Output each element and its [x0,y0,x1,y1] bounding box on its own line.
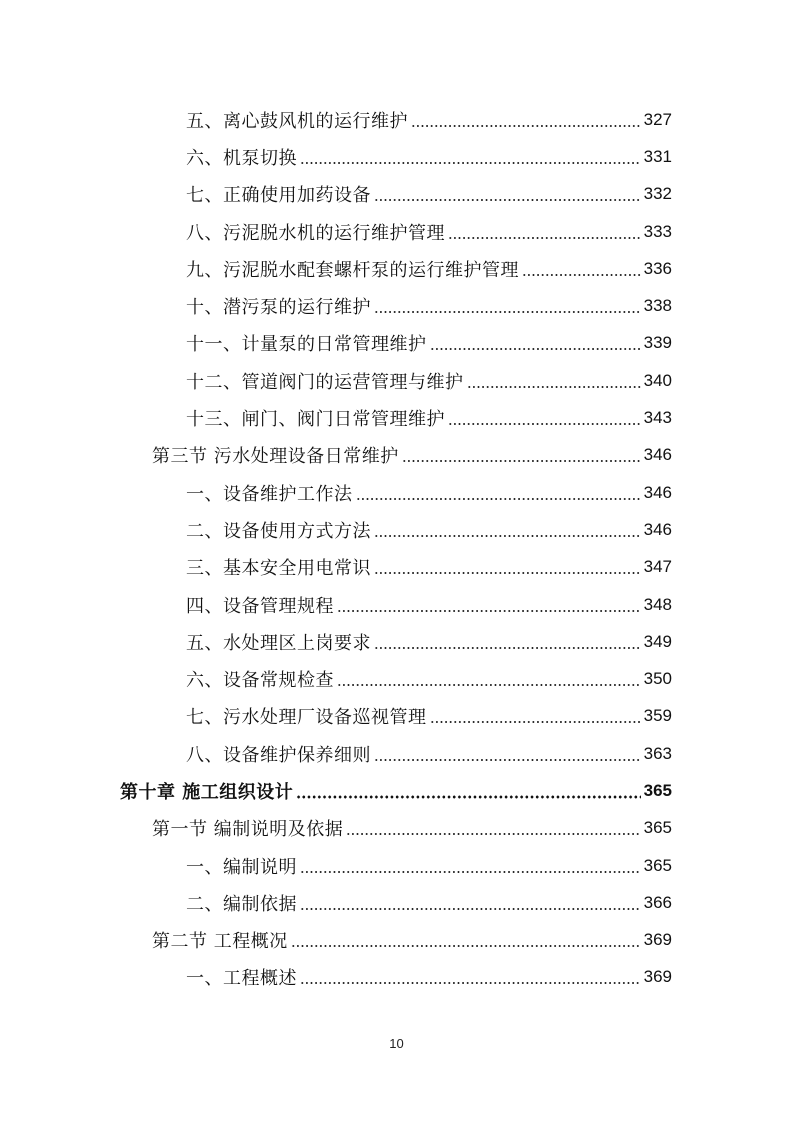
toc-item-entry[interactable] [0,959,793,996]
toc-item-entry[interactable] [0,735,793,772]
toc-entry-page-number: 336 [643,258,672,278]
toc-dot-leader [356,484,641,502]
toc-entry-title: 六、设备常规检查 [186,670,334,692]
toc-entry-page-number: 346 [643,482,672,502]
toc-entry-title: 十三、闸门、阀门日常管理维护 [186,409,445,431]
toc-section-entry[interactable] [0,437,793,474]
toc-section-entry[interactable] [0,810,793,847]
toc-entry-page-number: 349 [643,631,672,651]
toc-entry-page-number: 343 [643,408,672,428]
toc-item-entry[interactable] [0,660,793,697]
toc-dot-leader [522,260,641,278]
toc-entry-page-number: 369 [643,967,672,987]
toc-dot-leader [374,558,641,576]
toc-entry-page-number: 331 [643,146,672,166]
toc-entry-page-number: 363 [643,743,672,763]
toc-entry-title: 七、污水处理厂设备巡视管理 [186,707,427,729]
toc-entry-page-number: 327 [643,109,672,129]
toc-item-entry[interactable] [0,698,793,735]
toc-entry-title: 八、污泥脱水机的运行维护管理 [186,222,445,244]
toc-entry-title: 四、设备管理规程 [186,595,334,617]
toc-entry-title: 十一、计量泵的日常管理维护 [186,334,427,356]
toc-dot-leader [300,148,641,166]
toc-item-entry[interactable] [0,847,793,884]
toc-item-entry[interactable] [0,176,793,213]
toc-dot-leader [374,745,641,763]
toc-dot-leader [296,782,640,800]
toc-item-entry[interactable] [0,511,793,548]
toc-item-entry[interactable] [0,399,793,436]
toc-dot-leader [430,334,641,352]
toc-entry-title: 二、编制依据 [186,893,297,915]
toc-entry-page-number: 346 [643,445,672,465]
toc-dot-leader [300,894,641,912]
toc-item-entry[interactable] [0,325,793,362]
toc-entry-page-number: 369 [643,930,672,950]
toc-dot-leader [374,297,641,315]
toc-entry-page-number: 365 [643,780,672,800]
toc-entry-page-number: 338 [643,296,672,316]
toc-entry-title: 第十章 施工组织设计 [120,781,294,803]
toc-dot-leader [300,968,641,986]
toc-entry-title: 五、离心鼓风机的运行维护 [186,110,408,132]
toc-entry-title: 第二节 工程概况 [152,931,288,953]
toc-entry-page-number: 365 [643,855,672,875]
toc-item-entry[interactable] [0,623,793,660]
toc-chapter-entry[interactable] [0,772,793,809]
toc-dot-leader [430,707,641,725]
toc-dot-leader [448,223,641,241]
toc-dot-leader [402,446,641,464]
page-number: 10 [389,1036,404,1051]
toc-entry-title: 一、工程概述 [186,968,297,990]
toc-dot-leader [346,819,640,837]
toc-section-entry[interactable] [0,922,793,959]
toc-entry-title: 二、设备使用方式方法 [186,520,371,542]
toc-dot-leader [467,372,641,390]
toc-entry-title: 七、正确使用加药设备 [186,185,371,207]
toc-entry-title: 三、基本安全用电常识 [186,558,371,580]
toc-item-entry[interactable] [0,884,793,921]
toc-item-entry[interactable] [0,213,793,250]
toc-item-entry[interactable] [0,549,793,586]
toc-item-entry[interactable] [0,586,793,623]
toc-dot-leader [374,521,641,539]
toc-item-entry[interactable] [0,250,793,287]
toc-item-entry[interactable] [0,362,793,399]
toc-dot-leader [448,409,641,427]
toc-entry-title: 六、机泵切换 [186,147,297,169]
toc-entry-page-number: 340 [643,370,672,390]
toc-entry-title: 五、水处理区上岗要求 [186,632,371,654]
toc-dot-leader [411,111,641,129]
toc-entry-page-number: 347 [643,557,672,577]
toc-entry-page-number: 332 [643,184,672,204]
toc-dot-leader [374,185,641,203]
toc-entry-title: 十二、管道阀门的运营管理与维护 [186,371,464,393]
toc-entry-title: 九、污泥脱水配套螺杆泵的运行维护管理 [186,259,519,281]
toc-item-entry[interactable] [0,474,793,511]
toc-entry-page-number: 350 [643,669,672,689]
toc-entry-page-number: 366 [643,892,672,912]
toc-item-entry[interactable] [0,101,793,138]
toc-dot-leader [291,931,641,949]
toc-item-entry[interactable] [0,138,793,175]
toc-entry-title: 一、设备维护工作法 [186,483,353,505]
toc-dot-leader [337,596,641,614]
toc-entry-title: 八、设备维护保养细则 [186,744,371,766]
toc-entry-page-number: 359 [643,706,672,726]
toc-entry-page-number: 346 [643,519,672,539]
toc-dot-leader [374,633,641,651]
toc-entry-title: 十、潜污泵的运行维护 [186,297,371,319]
toc-dot-leader [337,670,641,688]
table-of-contents [0,101,793,996]
toc-entry-title: 一、编制说明 [186,856,297,878]
toc-entry-page-number: 333 [643,221,672,241]
toc-entry-title: 第一节 编制说明及依据 [152,819,344,841]
toc-entry-page-number: 339 [643,333,672,353]
toc-entry-page-number: 348 [643,594,672,614]
toc-item-entry[interactable] [0,287,793,324]
toc-entry-title: 第三节 污水处理设备日常维护 [152,446,399,468]
toc-dot-leader [300,857,641,875]
toc-entry-page-number: 365 [643,818,672,838]
